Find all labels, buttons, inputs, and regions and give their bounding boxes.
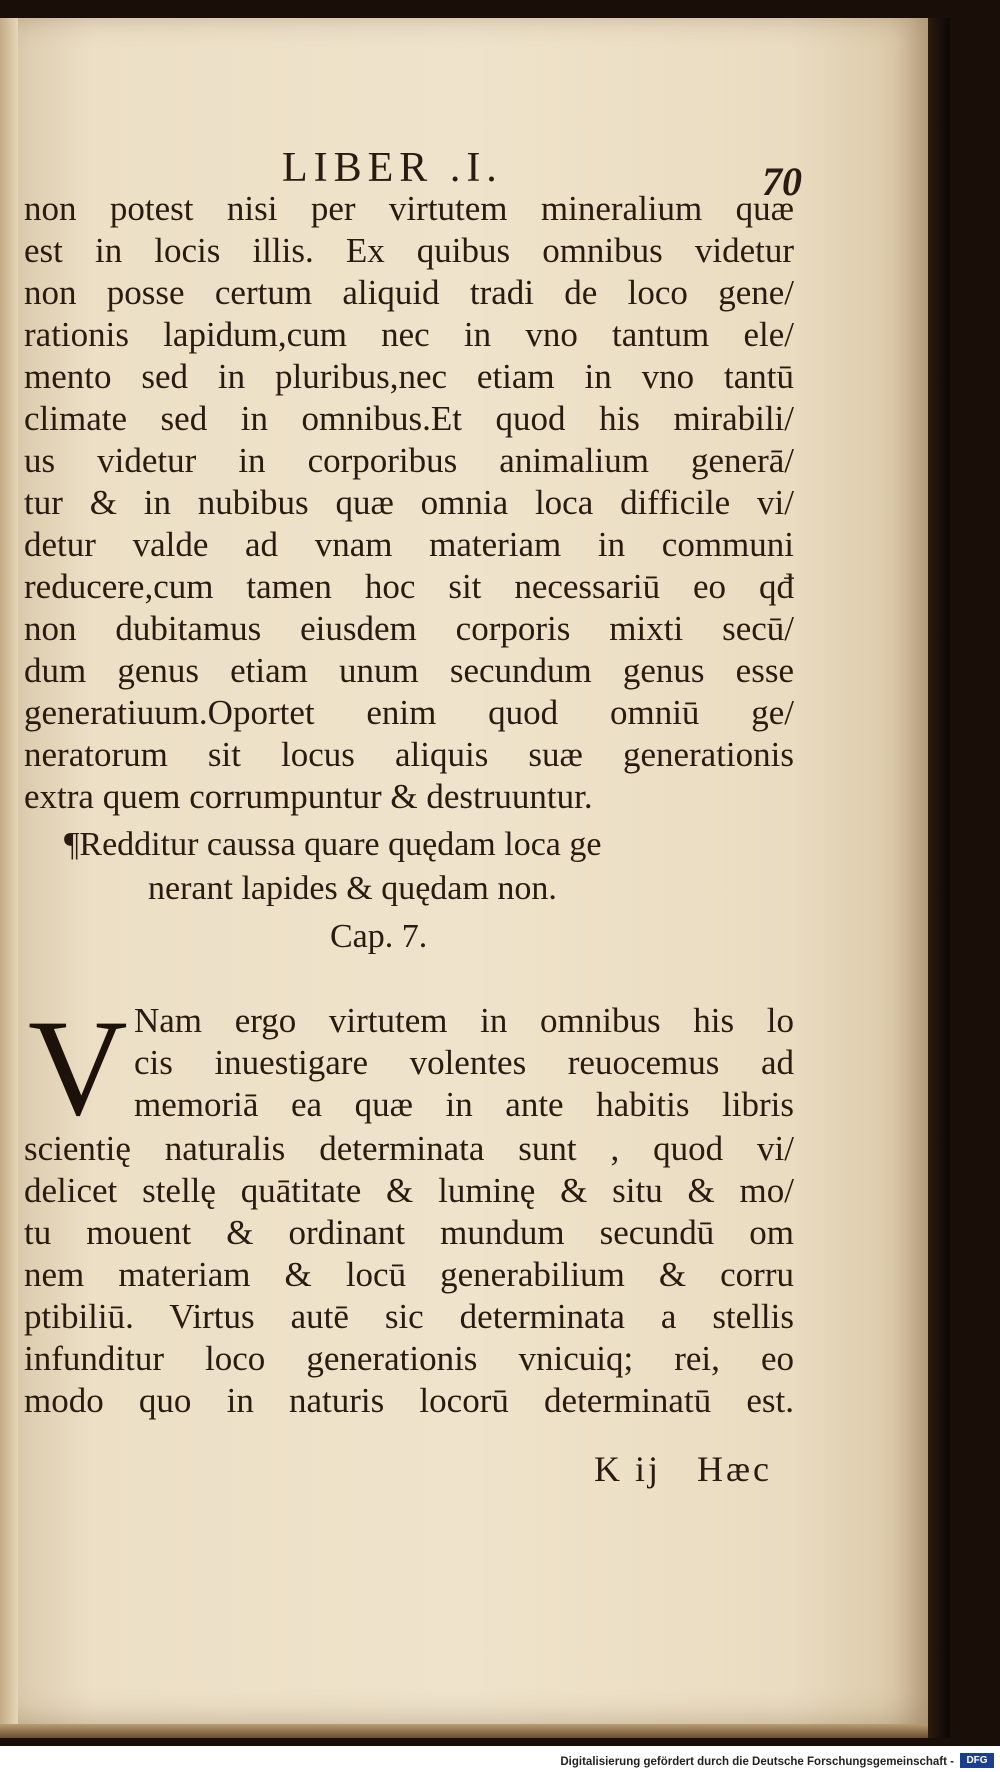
text-line: nem materiam & locū generabilium & corru [24,1255,794,1294]
text-line: memoriā ea quæ in ante habitis libris [134,1085,794,1124]
text-line: detur valde ad vnam materiam in communi [24,525,794,564]
text-line: neratorum sit locus aliquis suæ generationis [24,735,794,774]
text-line: generatiuum.Oportet enim quod omniū ge/ [24,693,794,732]
signature-and-catchword [594,1448,772,1490]
page-edge-shadow [928,18,950,1738]
text-line: non dubitamus eiusdem corporis mixti secū/ [24,609,794,648]
decorated-initial: V [28,991,128,1144]
page-gutter [0,18,18,1738]
text-line: non potest nisi per virtutem mineralium quæ [24,189,794,228]
text-line: climate sed in omnibus.Et quod his mirabili/ [24,399,794,438]
text-line: delicet stellę quātitate & luminę & situ & mo/ [24,1171,794,1210]
chapter-rubric: ¶Redditur caussa quare quędam loca ge [64,826,602,863]
catchword: Hæc [697,1449,773,1489]
text-line: us videtur in corporibus animalium generā/ [24,441,794,480]
text-line: reducere,cum tamen hoc sit necessariū eo qđ [24,567,794,606]
signature-mark: K ij [594,1449,662,1489]
text-line: extra quem corrumpuntur & destruuntur. [24,777,593,816]
text-line: infunditur loco generationis vnicuiq; rei, eo [24,1339,794,1378]
page-bottom-edge [0,1724,928,1738]
text-line: modo quo in naturis locorū determinatū est. [24,1381,794,1420]
text-line: Nam ergo virtutem in omnibus his lo [134,1001,794,1040]
text-line: cis inuestigare volentes reuocemus ad [134,1043,794,1082]
running-header: LIBER .I. [282,145,503,191]
text-line: tur & in nubibus quæ omnia loca difficile vi/ [24,483,794,522]
text-line: non posse certum aliquid tradi de loco gene/ [24,273,794,312]
page-number: 70 [762,159,802,204]
book-page [0,18,928,1738]
footer-credit: Digitalisierung gefördert durch die Deutsche Forschungsgemeinschaft - [560,1756,954,1768]
dfg-logo-icon: DFG [960,1753,994,1768]
text-line: scientię naturalis determinata sunt , quod vi/ [24,1129,794,1168]
text-line: rationis lapidum,cum nec in vno tantum ele/ [24,315,794,354]
chapter-number: Cap. 7. [330,918,428,955]
text-line: ptibiliū. Virtus autē sic determinata a stellis [24,1297,794,1336]
text-line: est in locis illis. Ex quibus omnibus videtur [24,231,794,270]
text-line: tu mouent & ordinant mundum secundū om [24,1213,794,1252]
text-line: mento sed in pluribus,nec etiam in vno tantū [24,357,794,396]
chapter-rubric-continued: nerant lapides & quędam non. [148,870,557,907]
text-line: dum genus etiam unum secundum genus esse [24,651,794,690]
digitization-footer [0,1746,1000,1772]
